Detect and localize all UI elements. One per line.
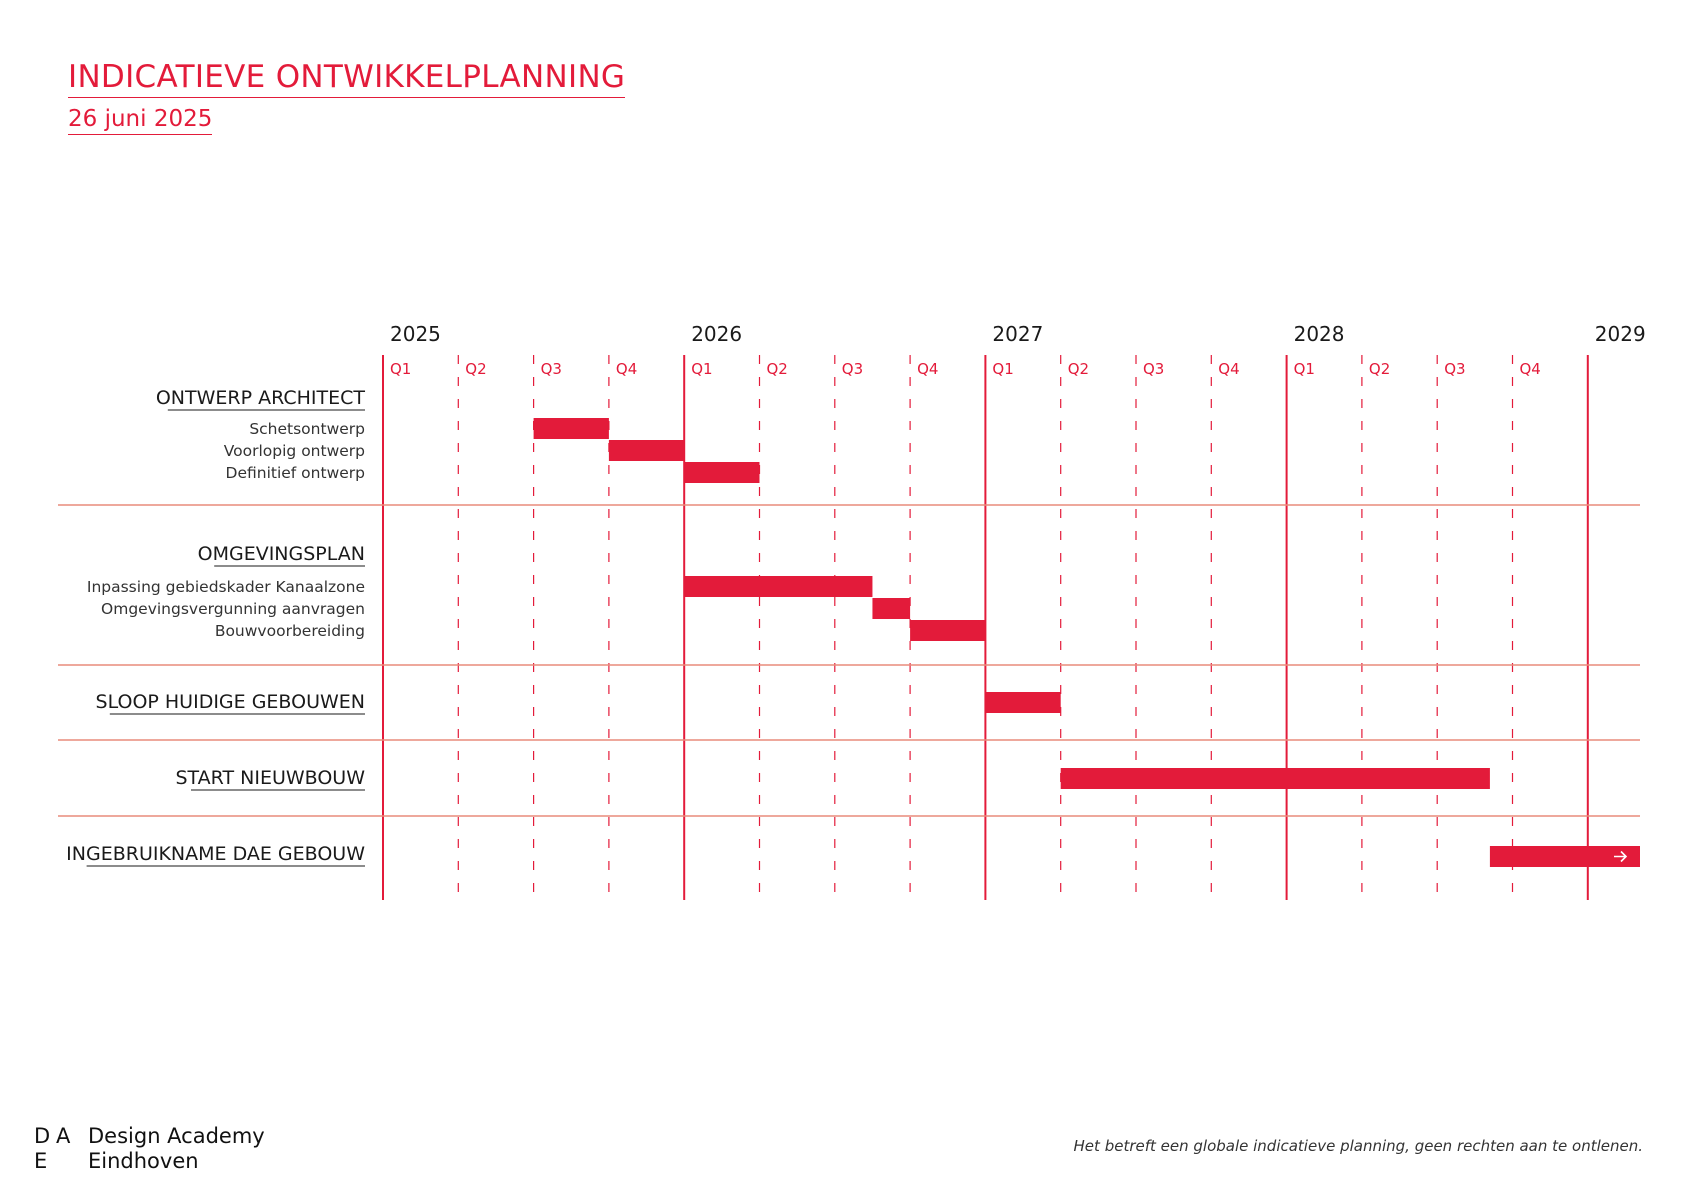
quarter-label: Q3: [540, 360, 562, 378]
quarter-label: Q1: [691, 360, 713, 378]
group-label: SLOOP HUIDIGE GEBOUWEN: [95, 691, 365, 713]
quarter-label: Q3: [841, 360, 864, 378]
page-title: INDICATIEVE ONTWIKKELPLANNING: [68, 58, 625, 98]
task-label: Omgevingsvergunning aanvragen: [101, 600, 365, 618]
quarter-label: Q4: [1218, 360, 1240, 378]
group-label: START NIEUWBOUW: [175, 767, 365, 789]
task-bar: [872, 598, 910, 619]
task-label: Bouwvoorbereiding: [214, 622, 365, 640]
logo-letter-e: E: [34, 1149, 48, 1173]
task-bar: [985, 692, 1060, 713]
year-label: 2025: [390, 322, 441, 346]
logo-letter-d: D: [34, 1124, 51, 1148]
quarter-label: Q4: [1519, 360, 1541, 378]
quarter-label: Q2: [1368, 360, 1391, 378]
quarter-label: Q3: [1444, 360, 1466, 378]
year-label: 2028: [1293, 322, 1345, 346]
task-bar: [609, 440, 684, 461]
logo-letter-a: A: [56, 1124, 71, 1148]
quarter-label: Q4: [615, 360, 638, 378]
task-bar: [534, 418, 609, 439]
logo-name-line2: Eindhoven: [88, 1149, 199, 1173]
group-label: OMGEVINGSPLAN: [197, 543, 365, 565]
quarter-label: Q2: [766, 360, 788, 378]
page-date: 26 juni 2025: [68, 106, 212, 135]
logo-name: [88, 1124, 265, 1174]
year-label: 2029: [1594, 322, 1646, 346]
task-bar: [684, 576, 872, 597]
task-label: Schetsontwerp: [249, 420, 365, 438]
quarter-label: Q4: [917, 360, 939, 378]
quarter-label: Q1: [1293, 360, 1315, 378]
task-bar: [1061, 768, 1490, 789]
group-label: INGEBRUIKNAME DAE GEBOUW: [66, 843, 365, 865]
logo-mark: [34, 1124, 84, 1174]
logo-name-line1: Design Academy: [88, 1124, 265, 1148]
quarter-label: Q1: [992, 360, 1014, 378]
year-label: 2026: [691, 322, 743, 346]
year-label: 2027: [992, 322, 1044, 346]
quarter-label: Q1: [390, 360, 412, 378]
group-label: ONTWERP ARCHITECT: [155, 387, 365, 409]
task-label: Voorlopig ontwerp: [223, 442, 365, 460]
quarter-label: Q2: [465, 360, 487, 378]
quarter-label: Q2: [1067, 360, 1090, 378]
quarter-label: Q3: [1143, 360, 1165, 378]
task-label: Inpassing gebiedskader Kanaalzone: [86, 578, 365, 596]
task-bar: [910, 620, 985, 641]
task-bar: [684, 462, 759, 483]
task-label: Definitief ontwerp: [225, 464, 365, 482]
disclaimer-text: Het betreft een globale indicatieve planning, geen rechten aan te ontlenen.: [1073, 1137, 1643, 1155]
